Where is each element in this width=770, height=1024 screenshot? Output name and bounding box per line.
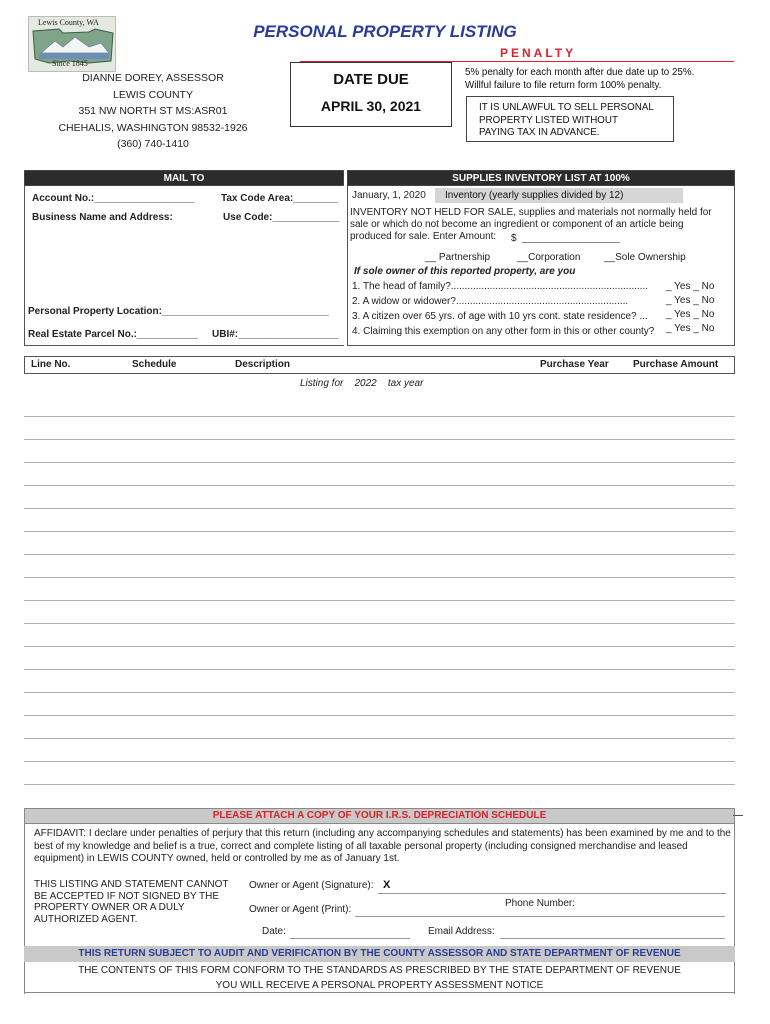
signature-x-mark: X <box>383 879 391 891</box>
assessor-phone: (360) 740-1410 <box>117 138 189 150</box>
penalty-text <box>465 67 745 92</box>
listing-row[interactable] <box>24 600 735 601</box>
unlawful-line-1: IT IS UNLAWFUL TO SELL PERSONAL <box>479 102 654 113</box>
logo-since: Since 1845 <box>52 59 88 68</box>
attach-depreciation-bar: PLEASE ATTACH A COPY OF YOUR I.R.S. DEPRECIATION SCHEDULE <box>24 808 735 824</box>
col-description: Description <box>235 359 291 370</box>
col-line-no: Line No. <box>31 359 71 370</box>
listing-row[interactable] <box>24 462 735 463</box>
listing-row[interactable] <box>24 669 735 670</box>
signature-input[interactable] <box>378 893 726 894</box>
amount-input[interactable] <box>522 242 620 243</box>
date-label: Date: <box>262 926 286 937</box>
assessor-name: DIANNE DOREY, ASSESSOR <box>82 72 224 84</box>
question-3-answer[interactable]: _ Yes _ No <box>666 309 715 320</box>
unlawful-line-3: PAYING TAX IN ADVANCE. <box>479 127 600 138</box>
penalty-line-1: 5% penalty for each month after due date up to 25%. <box>465 67 695 78</box>
use-code-field[interactable]: Use Code:____________ <box>223 212 340 223</box>
corporation-option[interactable]: __Corporation <box>517 252 581 263</box>
inventory-not-held-line-2: sale or which do not become an ingredient or component of an article being <box>350 219 684 230</box>
listing-row[interactable] <box>24 439 735 440</box>
listing-row[interactable] <box>24 715 735 716</box>
question-4-answer[interactable]: _ Yes _ No <box>666 323 715 334</box>
listing-row[interactable] <box>24 577 735 578</box>
conform-statement: THE CONTENTS OF THIS FORM CONFORM TO THE STANDARDS AS PRESCRIBED BY THE STATE DEPARTMENT OF REVENUE <box>78 965 681 976</box>
attach-tick <box>733 815 743 816</box>
email-label: Email Address: <box>428 926 495 937</box>
listing-for-label: Listing for <box>300 378 344 389</box>
listing-row[interactable] <box>24 554 735 555</box>
listing-row[interactable] <box>24 531 735 532</box>
question-3: 3. A citizen over 65 yrs. of age with 10 yrs cont. state residence? ... <box>352 311 648 322</box>
affidavit-text: AFFIDAVIT: I declare under penalties of perjury that this return (including any accompanying schedules and statements) has been examined by me and to the best of my knowledge and belief is a true, correct and complete listing of all taxable personal property (including consigned merchandise and leased equipment) in LEWIS COUNTY owned, held or controlled by me as of January 1st. <box>34 828 731 864</box>
sole-owner-question: If sole owner of this reported property, are you <box>354 266 576 277</box>
inventory-label: Inventory (yearly supplies divided by 12) <box>435 188 683 203</box>
inventory-date: January, 1, 2020 <box>352 190 426 201</box>
penalty-line-2: Willful failure to file return form 100% penalty. <box>465 79 662 91</box>
signature-label: Owner or Agent (Signature): <box>249 880 374 891</box>
business-name-address-field[interactable]: Business Name and Address: <box>32 212 173 223</box>
question-2-answer[interactable]: _ Yes _ No <box>666 295 715 306</box>
listing-year: 2022 <box>354 378 377 389</box>
date-input[interactable] <box>290 938 410 939</box>
assessor-street: 351 NW NORTH ST MS:ASR01 <box>78 105 228 117</box>
listing-row[interactable] <box>24 784 735 785</box>
listing-year-line <box>300 378 423 389</box>
question-4: 4. Claiming this exemption on any other form in this or other county? <box>352 326 655 337</box>
date-due-label: DATE DUE <box>333 71 409 88</box>
date-due-value: APRIL 30, 2021 <box>320 98 422 114</box>
partnership-option[interactable]: __ Partnership <box>425 252 491 263</box>
question-1: 1. The head of family?....................................................................... <box>352 281 649 292</box>
penalty-heading: PENALTY <box>500 46 577 60</box>
inventory-not-held-line-1: INVENTORY NOT HELD FOR SALE, supplies and materials not normally held for <box>350 207 712 218</box>
listing-row[interactable] <box>24 508 735 509</box>
account-number-field[interactable]: Account No.:__________________ <box>32 193 195 204</box>
date-due-box <box>290 62 452 127</box>
inventory-not-held-text <box>350 207 734 243</box>
audit-notice-bar: THIS RETURN SUBJECT TO AUDIT AND VERIFICATION BY THE COUNTY ASSESSOR AND STATE DEPARTMENT OF REVENUE <box>24 946 735 962</box>
tax-year-label: tax year <box>387 378 424 389</box>
listing-row[interactable] <box>24 646 735 647</box>
unlawful-notice <box>466 96 674 142</box>
email-input[interactable] <box>500 938 725 939</box>
listing-row[interactable] <box>24 761 735 762</box>
dollar-sign: $ <box>511 233 517 244</box>
inventory-not-held-line-3: produced for sale. Enter Amount: <box>350 231 497 242</box>
listing-row[interactable] <box>24 416 735 417</box>
listing-row[interactable] <box>24 623 735 624</box>
assessor-city: CHEHALIS, WASHINGTON 98532-1926 <box>58 121 248 134</box>
ubi-field[interactable]: UBI#:__________________ <box>212 329 339 340</box>
listing-row[interactable] <box>24 738 735 739</box>
assessor-county: LEWIS COUNTY <box>113 88 193 101</box>
sole-ownership-option[interactable]: __Sole Ownership <box>604 252 686 263</box>
mail-to-panel <box>24 186 344 346</box>
col-purchase-amount: Purchase Amount <box>633 359 719 370</box>
question-2: 2. A widow or widower?.............................................................. <box>352 296 629 307</box>
listing-row[interactable] <box>24 692 735 693</box>
print-name-input[interactable] <box>355 916 725 917</box>
page-title: PERSONAL PROPERTY LISTING <box>253 22 517 41</box>
parcel-number-field[interactable]: Real Estate Parcel No.:___________ <box>28 329 199 340</box>
property-location-field[interactable]: Personal Property Location:______________________________ <box>28 306 329 317</box>
print-name-label: Owner or Agent (Print): <box>249 904 352 915</box>
col-purchase-year: Purchase Year <box>540 359 609 370</box>
bottom-border <box>24 992 735 993</box>
assessment-notice: YOU WILL RECEIVE A PERSONAL PROPERTY ASSESSMENT NOTICE <box>215 980 544 991</box>
supplies-heading: SUPPLIES INVENTORY LIST AT 100% <box>347 170 735 186</box>
col-schedule: Schedule <box>132 359 177 370</box>
logo-caption: Lewis County, WA <box>38 18 99 27</box>
phone-label: Phone Number: <box>505 898 576 909</box>
question-1-answer[interactable]: _ Yes _ No <box>666 281 715 292</box>
tax-code-area-field[interactable]: Tax Code Area:________ <box>221 193 338 204</box>
listing-table-header <box>24 356 735 374</box>
listing-row[interactable] <box>24 485 735 486</box>
signature-requirement: THIS LISTING AND STATEMENT CANNOT BE ACCEPTED IF NOT SIGNED BY THE PROPERTY OWNER OR A DULY AUTHORIZED AGENT. <box>34 879 229 925</box>
mail-to-heading: MAIL TO <box>24 170 344 186</box>
assessor-address <box>28 70 278 153</box>
unlawful-line-2: PROPERTY LISTED WITHOUT <box>479 114 618 126</box>
